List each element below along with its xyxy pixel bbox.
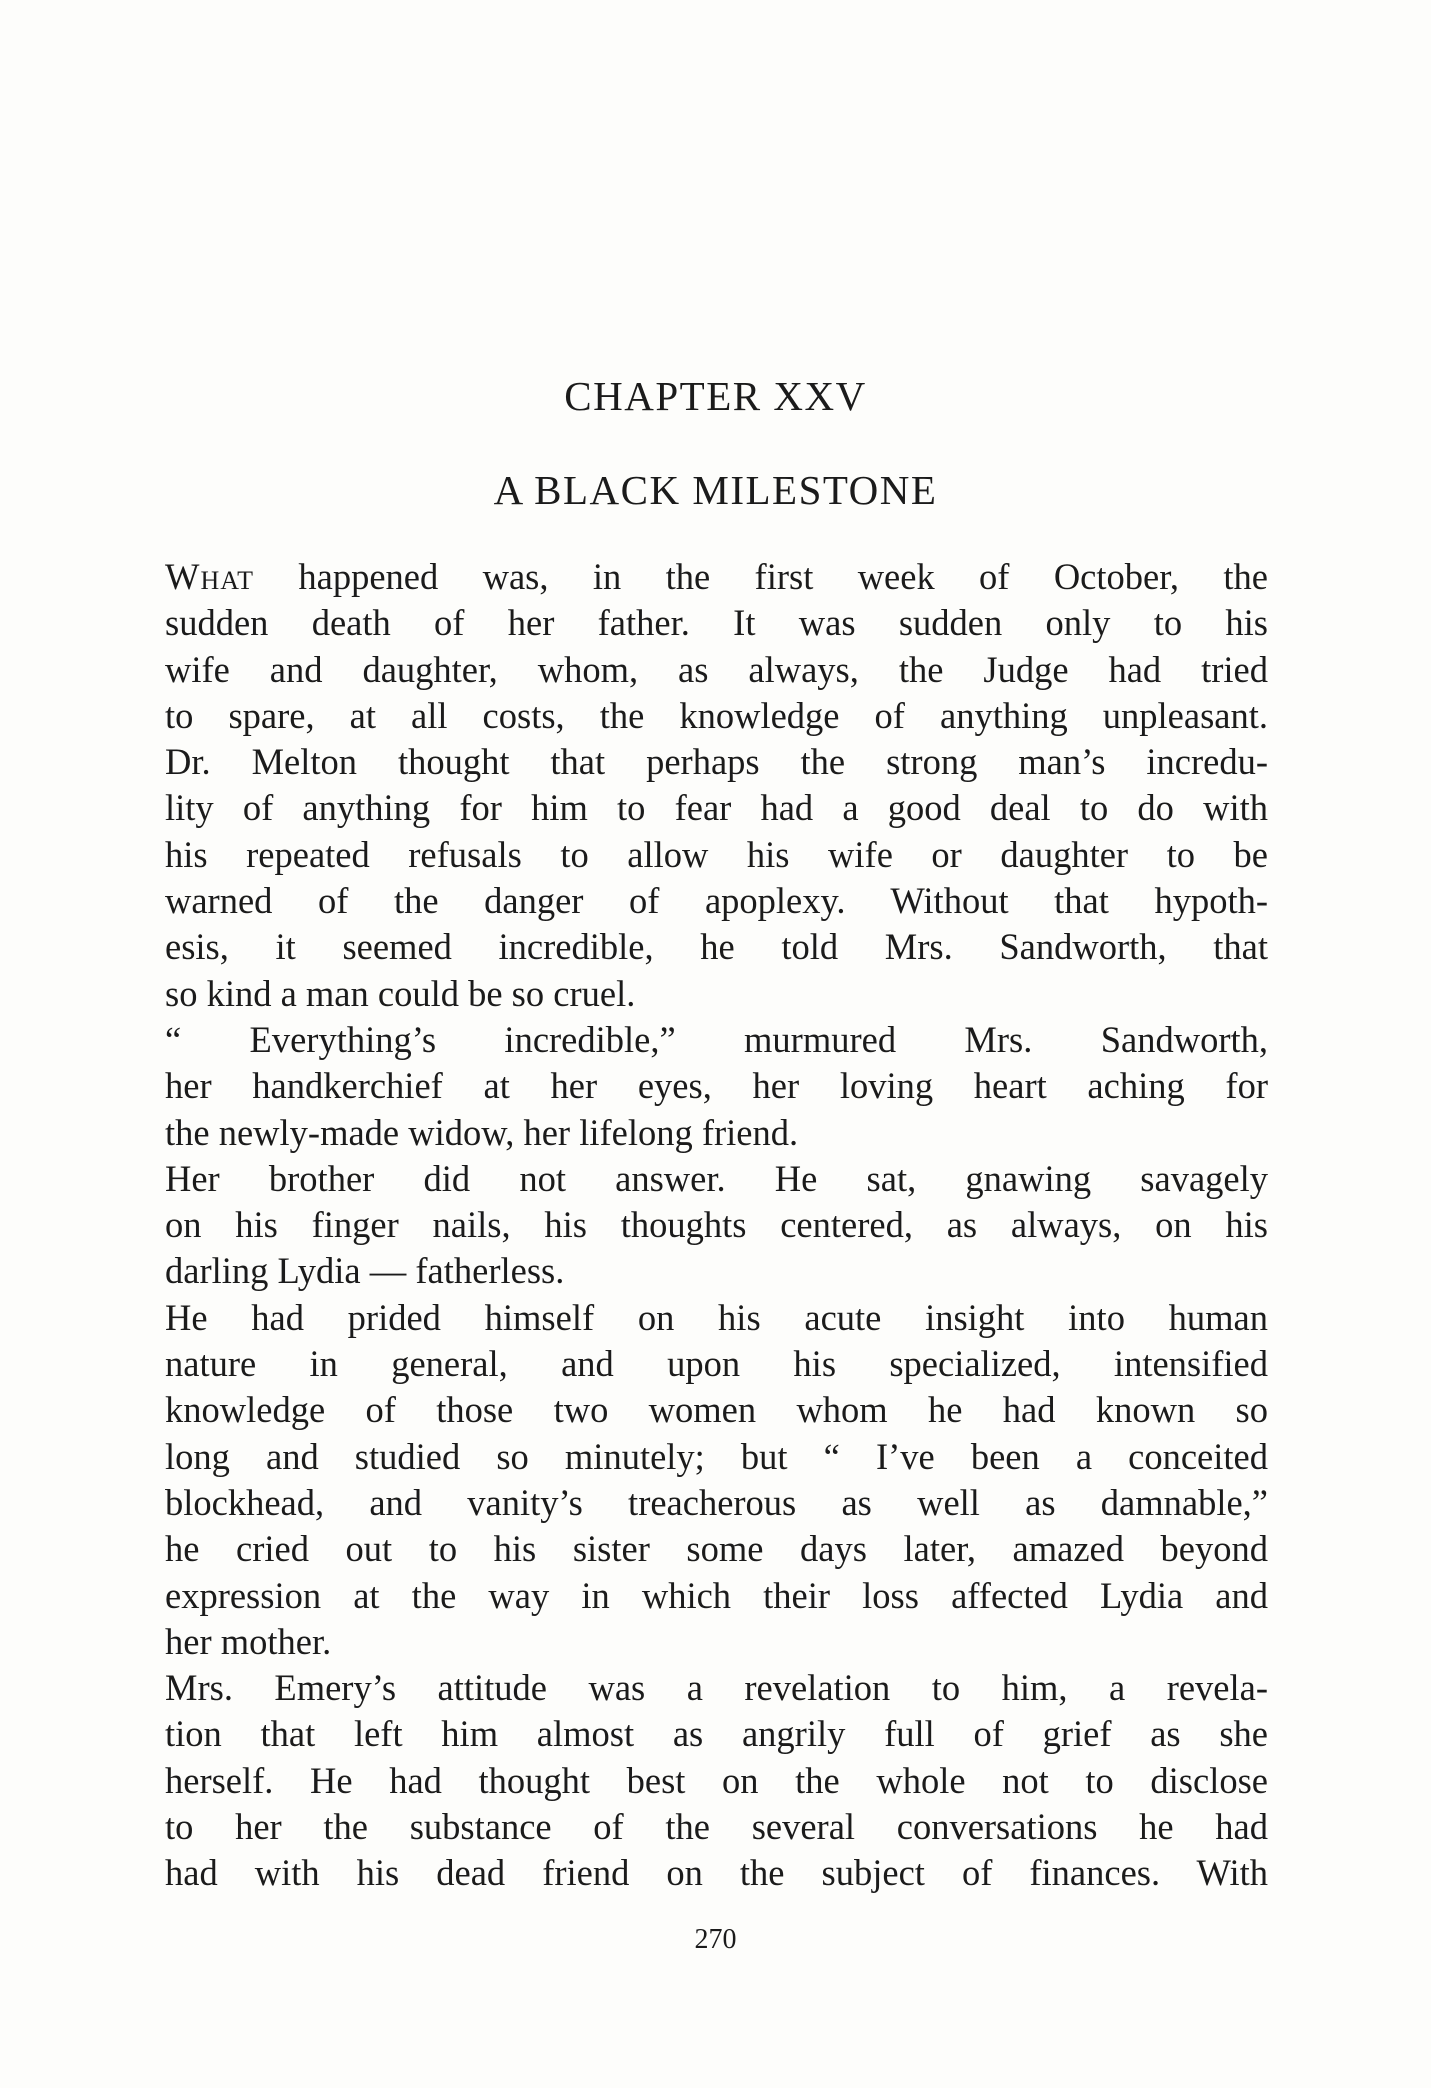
text-line: her mother. (165, 1620, 332, 1662)
text-line: expression at the way in which their loss affected Lydia and (165, 1574, 1268, 1616)
text-line: nature in general, and upon his specialized, intensified (165, 1343, 1268, 1385)
chapter-body (165, 554, 1268, 1897)
text-line: her handkerchief at her eyes, her loving heart aching for (165, 1065, 1268, 1107)
text-line: to spare, at all costs, the knowledge of anything unpleasant. (165, 694, 1268, 736)
chapter-number: CHAPTER XXV (564, 373, 867, 419)
text-line (165, 554, 1268, 600)
text-line: Dr. Melton thought that perhaps the strong man’s incredu- (165, 741, 1268, 783)
text-line: He had prided himself on his acute insight into human (165, 1296, 1268, 1338)
text-line: lity of anything for him to fear had a good deal to do with (165, 787, 1268, 829)
text-line: “ Everything’s incredible,” murmured Mrs. Sandworth, (165, 1018, 1268, 1060)
text-line: darling Lydia — fatherless. (165, 1250, 565, 1292)
text-line: knowledge of those two women whom he had known so (165, 1389, 1268, 1431)
page-number: 270 (694, 1924, 737, 1955)
text-line: on his finger nails, his thoughts centered, as always, on his (165, 1204, 1268, 1246)
text-line: to her the substance of the several conversations he had (165, 1806, 1268, 1848)
chapter-title: A BLACK MILESTONE (493, 467, 938, 513)
text-line: blockhead, and vanity’s treacherous as well as damnable,” (165, 1481, 1268, 1523)
text-line: wife and daughter, whom, as always, the Judge had tried (165, 648, 1268, 690)
lead-word: What (165, 556, 255, 597)
text-line: long and studied so minutely; but “ I’ve been a conceited (165, 1435, 1268, 1477)
text-line: the newly-made widow, her lifelong friend. (165, 1111, 799, 1153)
text-line: warned of the danger of apoplexy. Without that hypoth- (165, 880, 1268, 922)
text-line: sudden death of her father. It was sudden only to his (165, 602, 1268, 644)
text-line: esis, it seemed incredible, he told Mrs. Sandworth, that (165, 926, 1268, 968)
text-line: Her brother did not answer. He sat, gnawing savagely (165, 1157, 1268, 1199)
text-line: Mrs. Emery’s attitude was a revelation to him, a revela- (165, 1667, 1268, 1709)
text-line: had with his dead friend on the subject of finances. With (165, 1852, 1268, 1894)
text-line-rest: happened was, in the first week of October, the (254, 556, 1268, 597)
text-line: herself. He had thought best on the whole not to disclose (165, 1759, 1268, 1801)
text-line: his repeated refusals to allow his wife or daughter to be (165, 833, 1268, 875)
text-line: tion that left him almost as angrily full of grief as she (165, 1713, 1268, 1755)
text-line: so kind a man could be so cruel. (165, 972, 636, 1014)
text-line: he cried out to his sister some days later, amazed beyond (165, 1528, 1268, 1570)
